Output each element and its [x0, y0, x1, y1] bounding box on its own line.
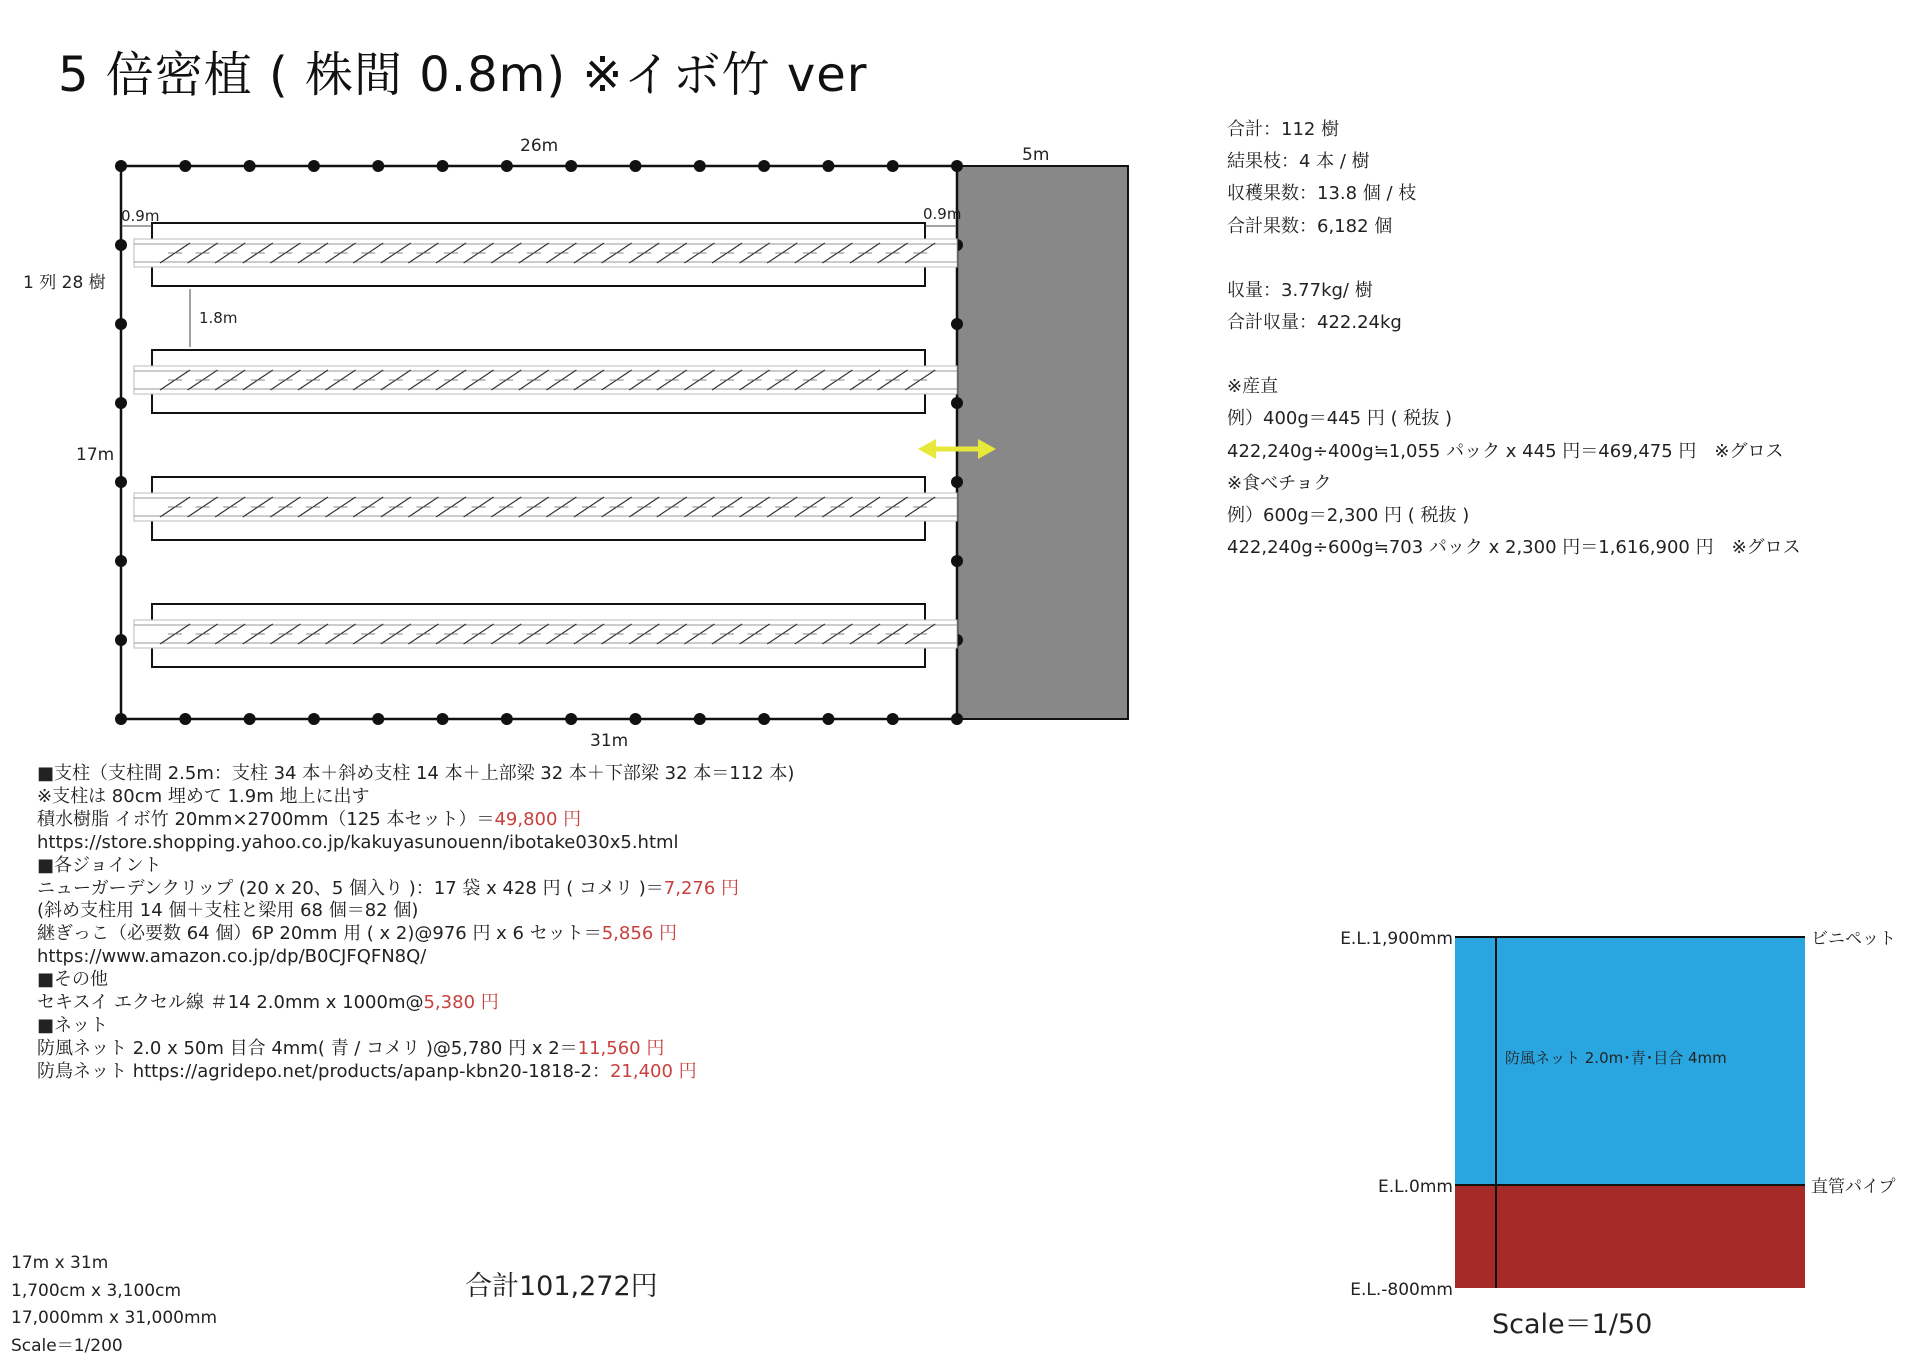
material-line: [37, 900, 794, 923]
material-price: 5,380 円: [423, 992, 499, 1014]
post-dot: [565, 713, 577, 725]
post-dot: [822, 160, 834, 172]
elevation-diagram: [1340, 910, 1920, 1300]
scale-label: Scale＝1/200: [11, 1336, 123, 1357]
material-line: [37, 1015, 794, 1038]
material-text: 積水樹脂 イボ竹 20mm×2700mm（125 本セット）＝: [37, 808, 495, 830]
grand-total: 合計101,272円: [465, 1271, 658, 1302]
post-dot: [308, 160, 320, 172]
post-dot: [179, 713, 191, 725]
planting-rows: [134, 223, 957, 667]
stats-line: 例）400g＝445 円 ( 税抜 ): [1227, 408, 1453, 430]
material-text: ■各ジョイント: [37, 854, 162, 876]
side-width-label: 5m: [1022, 145, 1050, 165]
material-line: [37, 855, 794, 878]
bottom-width-label: 31m: [590, 731, 629, 751]
height-label: 17m: [76, 445, 115, 465]
material-text: 防鳥ネット https://agridepo.net/products/apanp-kbn20-1818-2：: [37, 1060, 610, 1082]
material-line: [37, 992, 794, 1015]
material-price: 49,800 円: [494, 808, 582, 830]
post-dot: [115, 476, 127, 488]
planting-row: [134, 477, 957, 540]
post-dot: [115, 713, 127, 725]
top-width-label: 26m: [520, 136, 559, 156]
post-dot: [565, 160, 577, 172]
post-dot: [629, 713, 641, 725]
dimensions-block: [11, 1250, 217, 1361]
material-line: [37, 832, 794, 855]
material-text: ■ネット: [37, 1014, 109, 1036]
stats-line: ※産直: [1227, 376, 1279, 398]
post-dot: [115, 555, 127, 567]
plan-diagram: [0, 0, 1160, 760]
top-level-label: E.L.1,900mm: [1340, 929, 1453, 949]
stats-line: 合計：112 樹: [1227, 119, 1340, 140]
stats-line: 合計収量：422.24kg: [1227, 312, 1402, 334]
material-line: [37, 969, 794, 992]
post-dot: [115, 239, 127, 251]
post-dot: [244, 713, 256, 725]
material-text: https://store.shopping.yahoo.co.jp/kakuyasunouenn/ibotake030x5.html: [37, 831, 679, 853]
left-margin-label: 0.9m: [121, 207, 160, 225]
elevation-scale: Scale＝1/50: [1492, 1309, 1653, 1340]
post-dot: [629, 160, 641, 172]
post-dot: [115, 160, 127, 172]
planting-row: [134, 604, 957, 667]
material-line: [37, 1061, 794, 1084]
post-dot: [115, 397, 127, 409]
planting-row: [134, 350, 957, 413]
post-dot: [951, 713, 963, 725]
post-dot: [372, 160, 384, 172]
post-dot: [822, 713, 834, 725]
material-line: [37, 809, 794, 832]
material-price: 21,400 円: [609, 1060, 697, 1082]
material-text: ■支柱（支柱間 2.5m：支柱 34 本＋斜め支柱 14 本＋上部梁 32 本＋下部梁 32 本＝112 本): [37, 763, 795, 784]
post-dot: [887, 160, 899, 172]
dimension-line: 17,000mm x 31,000mm: [11, 1308, 218, 1329]
stats-line: 結果枝：4 本 / 樹: [1227, 151, 1370, 173]
vinipet-label: ビニペット: [1811, 929, 1896, 949]
material-text: (斜め支柱用 14 個＋支柱と梁用 68 個＝82 個): [37, 900, 419, 922]
material-text: ■その他: [37, 969, 109, 991]
materials-list: [37, 763, 794, 1084]
post-dot: [694, 160, 706, 172]
material-price: 7,276 円: [663, 877, 740, 899]
post-dot: [887, 713, 899, 725]
post-dot: [437, 160, 449, 172]
post-dot: [115, 634, 127, 646]
post-dot: [308, 713, 320, 725]
stats-line: ※食べチョク: [1227, 472, 1332, 494]
post-dot: [437, 713, 449, 725]
material-line: [37, 946, 794, 969]
material-text: https://www.amazon.co.jp/dp/B0CJFQFN8Q/: [37, 946, 427, 968]
material-line: [37, 786, 794, 809]
stats-line: 合計果数：6,182 個: [1227, 215, 1393, 237]
pipe-label: 直管パイプ: [1811, 1177, 1896, 1197]
right-margin-label: 0.9m: [923, 205, 962, 223]
net-label: 防風ネット 2.0m･青･目合 4mm: [1505, 1049, 1727, 1067]
material-text: ニューガーデンクリップ (20 x 20、5 個入り )：17 袋 x 428 円 ( コメリ )＝: [37, 877, 664, 899]
ground-area: [1455, 1185, 1805, 1288]
post-dot: [115, 318, 127, 330]
dimension-line: 1,700cm x 3,100cm: [11, 1280, 182, 1301]
post-dot: [501, 713, 513, 725]
post-dot: [694, 713, 706, 725]
row-count-label: 1 列 28 樹: [23, 273, 106, 293]
planting-row: [134, 223, 957, 286]
post-dot: [758, 160, 770, 172]
ground-level-label: E.L.0mm: [1378, 1177, 1453, 1197]
material-text: 防風ネット 2.0 x 50m 目合 4mm( 青 / コメリ )@5,780 円 x 2＝: [37, 1037, 578, 1059]
stats-line: 例）600g＝2,300 円 ( 税抜 ): [1227, 505, 1470, 527]
material-text: 継ぎっこ（必要数 64 個）6P 20mm 用 ( x 2)@976 円 x 6 セット＝: [37, 923, 602, 945]
stats-line: 収量：3.77kg/ 樹: [1227, 279, 1373, 301]
stats-spacer: [1227, 339, 1801, 371]
page-title: 5 倍密植 ( 株間 0.8m) ※イボ竹 ver: [58, 47, 868, 103]
post-dot: [501, 160, 513, 172]
post-dot: [244, 160, 256, 172]
dimension-line: 17m x 31m: [11, 1253, 109, 1273]
post-dot: [951, 555, 963, 567]
post-dot: [951, 160, 963, 172]
material-text: ※支柱は 80cm 埋めて 1.9m 地上に出す: [37, 785, 370, 807]
bottom-level-label: E.L.-800mm: [1350, 1280, 1453, 1300]
post-dot: [758, 713, 770, 725]
material-price: 11,560 円: [577, 1037, 665, 1059]
material-line: [37, 1038, 794, 1061]
post-dot: [951, 397, 963, 409]
material-text: セキスイ エクセル線 ＃14 2.0mm x 1000m@: [37, 992, 424, 1014]
stats-panel: [1227, 114, 1801, 564]
material-price: 5,856 円: [601, 923, 677, 945]
stats-spacer: [1227, 243, 1801, 275]
material-line: [37, 878, 794, 901]
stats-line: 収穫果数：13.8 個 / 枝: [1227, 183, 1417, 205]
stats-line: 422,240g÷400g≒1,055 パック x 445 円＝469,475 円 ※グロス: [1227, 440, 1784, 462]
row-gap-label: 1.8m: [199, 309, 238, 327]
material-line: [37, 763, 794, 786]
stats-line: 422,240g÷600g≒703 パック x 2,300 円＝1,616,900 円 ※グロス: [1227, 537, 1801, 559]
post-dot: [179, 160, 191, 172]
post-dot: [951, 318, 963, 330]
post-dot: [951, 476, 963, 488]
post-dot: [372, 713, 384, 725]
material-line: [37, 923, 794, 946]
